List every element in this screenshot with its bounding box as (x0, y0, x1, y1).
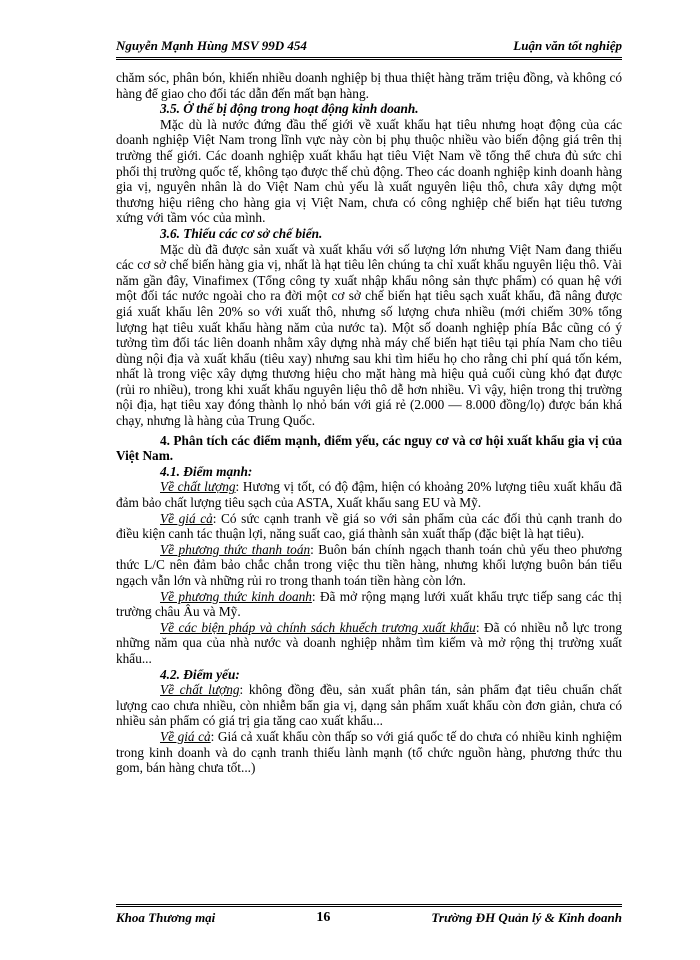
footer-university: Trường ĐH Quản lý & Kinh doanh (431, 910, 622, 925)
heading-3-6: 3.6. Thiếu các cơ sở chế biến. (160, 225, 323, 241)
header-author: Nguyễn Mạnh Hùng MSV 99D 454 (116, 38, 307, 53)
strength-quality (116, 479, 622, 510)
item-label: Về các biện pháp và chính sách khuếch trương xuất khẩu (160, 619, 476, 635)
item-label: Về phương thức kinh doanh (160, 588, 312, 604)
item-text: : Buôn bán chính ngạch thanh toán chủ yếu theo phương thức L/C nên đảm bảo chắc chắn trong việc thu tiền hàng, nhưng khối lượng buôn bán tiểu ngạch vẫn lớn và những rủi ro trong thanh toán tiền hàng còn lớn. (116, 541, 622, 588)
strength-promotion (116, 620, 622, 667)
footer-faculty: Khoa Thương mại (116, 910, 216, 925)
paragraph: Mặc dù là nước đứng đầu thế giới về xuất khẩu hạt tiêu nhưng hoạt động của các doanh nghiệp Việt Nam trong lĩnh vực này còn bị phụ thuộc nhiều vào biến động giá trên thị trường thế giới. Các doanh nghiệp xuất khẩu hạt tiêu Việt Nam về tổng thể chưa đủ sức chi phối thị trường quốc tế, không tạo được thế chủ động. Theo các doanh nghiệp kinh doanh hàng gia vị, nguyên nhân là do Việt Nam chủ yếu là xuất nguyên liệu thô, chưa xây dựng một thương hiệu riêng cho hàng gia vị Việt Nam, chưa có công nghiệp chế biến hạt tiêu tương xứng với tầm vóc của mình. (116, 116, 622, 226)
heading-4-2: 4.2. Điểm yếu: (160, 666, 240, 682)
item-text: : Giá cả xuất khẩu còn thấp so với giá quốc tế do chưa có nhiều kinh nghiệm trong kinh doanh và do cạnh tranh thiếu lành mạnh (tổ chức nguồn hàng, phương thức thu gom, bán hàng chưa tốt...) (116, 728, 622, 776)
item-label: Về giá cả (160, 510, 213, 526)
item-label: Về chất lượng (160, 479, 236, 495)
page-footer (116, 904, 622, 926)
item-text: : Có sức cạnh tranh về giá so với sản phẩm của các đối thủ cạnh tranh do điều kiện canh tác thuận lợi, năng suất cao, giá thành sản xuất thấp (đặc biệt là hạt tiêu). (116, 510, 622, 542)
paragraph: Mặc dù đã được sản xuất và xuất khẩu với số lượng lớn nhưng Việt Nam đang thiếu các cơ sở chế biến hàng gia vị, nhất là hạt tiêu lên chúng ta chỉ xuất khẩu nguyên liệu thô. Vài năm gần đây, Vinafimex (Tổng công ty xuất nhập khẩu nông sản thực phẩm) có quan hệ với một đối tác nước ngoài cho ra đời một cơ sở chế biến hạt tiêu sạch xuất khẩu, đã nâng được giá xuất khẩu lên 20% so với xuất thô, nhưng số lượng chưa nhiều (mới chiếm 30% tổng lượng hạt tiêu xuất khẩu hàng năm của nước ta). Một số doanh nghiệp phía Bắc cũng có ý tưởng tìm đối tác liên doanh nhằm xây dựng nhà máy chế biến hạt tiêu tại phía Nam cho tiêu dùng nội địa và xuất khẩu (tiêu xay) nhưng sau khi tìm hiểu họ cho rằng chi phí quá tốn kém, nhất là trong việc xây dựng thương hiệu cho mặt hàng mà hiệu quả cuối cùng khó đạt được (rủi ro nhiều), trong khi xuất khẩu nguyên liệu thô dễ hơn nhiều. Vì vậy, hiện trong thị trường nội địa, hạt tiêu xay đóng thành lọ nhỏ bán với giá rẻ (2.000 — 8.000 đồng/lọ) được bán khá chạy, nhưng là hàng của Trung Quốc. (116, 241, 622, 429)
item-text: : không đồng đều, sản xuất phân tán, sản phẩm đạt tiêu chuẩn chất lượng cao chưa nhiều, còn nhiễm bẩn gia vị, dạng sản phẩm xuất khẩu còn đơn giản, chưa có nhiều sản phẩm có giá trị gia tăng cao xuất khẩu... (116, 682, 622, 729)
weakness-quality (116, 682, 622, 729)
weakness-price (116, 729, 622, 776)
heading-3-5: 3.5. Ở thế bị động trong hoạt động kinh doanh. (160, 101, 419, 117)
item-label: Về phương thức thanh toán (160, 541, 311, 557)
header-title: Luận văn tốt nghiệp (513, 38, 622, 53)
page-number: 16 (316, 910, 331, 925)
strength-price (116, 511, 622, 542)
strength-payment (116, 542, 622, 589)
item-text: : Hương vị tốt, có độ đậm, hiện có khoảng 20% lượng tiêu xuất khẩu đã đảm bảo chất lượng tiêu sạch của ASTA, Xuất khẩu sang EU và Mỹ. (116, 479, 623, 511)
strength-business (116, 589, 622, 620)
item-text: : Đã mở rộng mạng lưới xuất khẩu trực tiếp sang các thị trường châu Âu và Mỹ. (116, 588, 622, 620)
item-label: Về giá cả (160, 728, 211, 744)
heading-4-1: 4.1. Điểm mạnh: (160, 463, 253, 479)
item-text: : Đã có nhiều nỗ lực trong những năm qua của nhà nước và doanh nghiệp nhằm tìm kiếm và mở rộng thị trường xuất khẩu... (116, 619, 623, 666)
paragraph: chăm sóc, phân bón, khiến nhiều doanh nghiệp bị thua thiệt hàng trăm triệu đồng, và không có hàng để giao cho đối tác dẫn đến mất bạn hàng. (116, 70, 622, 101)
item-label: Về chất lượng (160, 682, 240, 698)
page-header (116, 38, 622, 60)
heading-4: 4. Phân tích các điểm mạnh, điểm yếu, các nguy cơ và cơ hội xuất khẩu gia vị của Việt Nam. (116, 432, 622, 464)
page-body (116, 70, 622, 776)
